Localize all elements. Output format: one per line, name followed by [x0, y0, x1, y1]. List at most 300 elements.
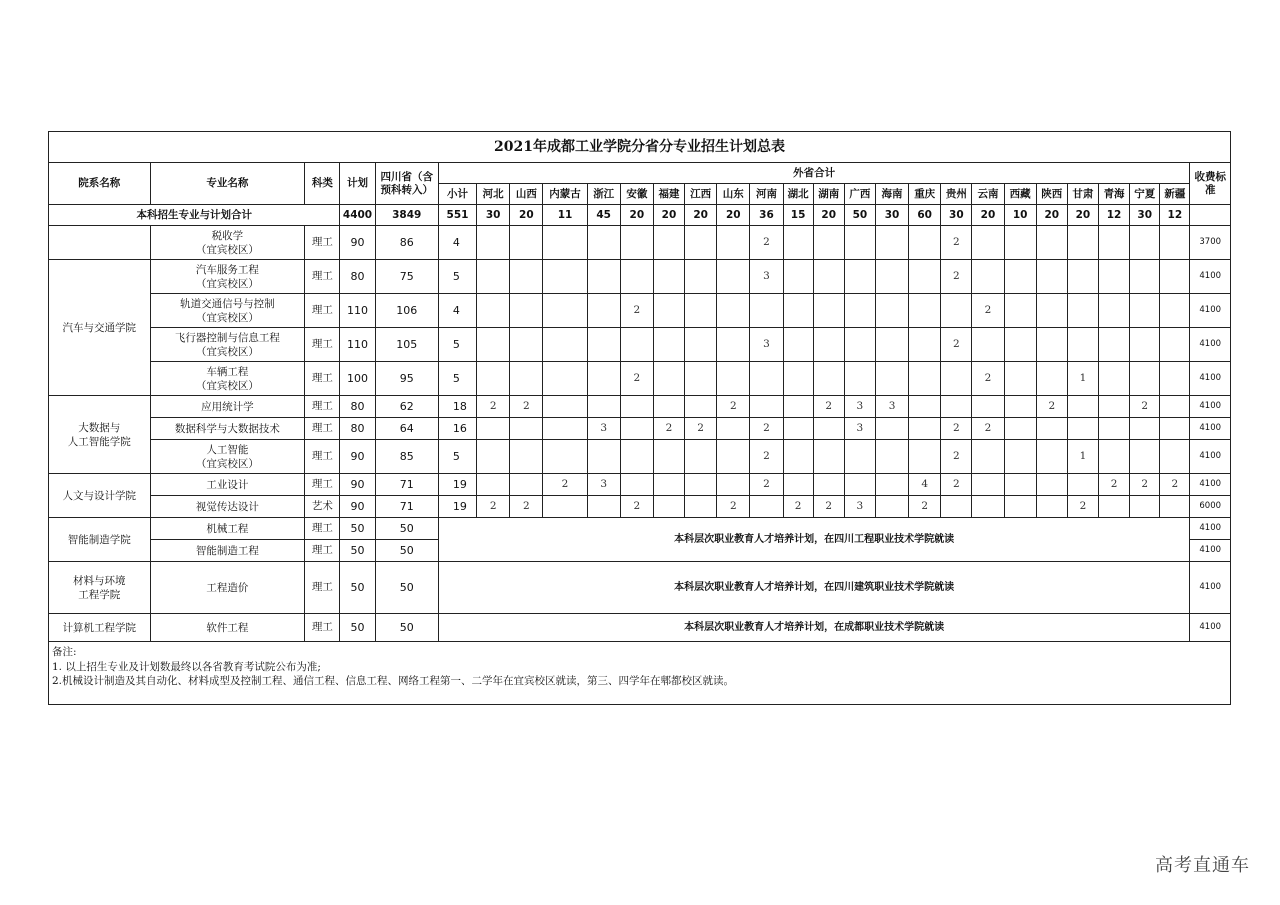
province-cell	[620, 328, 653, 362]
province-cell: 3	[844, 496, 875, 518]
province-cell	[972, 226, 1004, 260]
plan-cell: 90	[340, 440, 375, 474]
province-cell	[653, 226, 684, 260]
province-cell	[685, 496, 717, 518]
province-cell	[1004, 474, 1036, 496]
province-cell	[909, 396, 941, 418]
sichuan-cell: 50	[375, 614, 438, 642]
province-cell	[717, 362, 750, 396]
total-province-value: 20	[813, 205, 844, 226]
province-cell: 3	[844, 396, 875, 418]
province-cell	[510, 294, 543, 328]
watermark: 高考直通车	[1155, 855, 1250, 876]
header-province: 新疆	[1160, 184, 1190, 205]
plan-cell: 110	[340, 328, 375, 362]
province-cell	[620, 226, 653, 260]
vocational-note: 本科层次职业教育人才培养计划，在成都职业技术学院就读	[438, 614, 1190, 642]
header-province: 浙江	[587, 184, 620, 205]
major-name-line: 视觉传达设计	[195, 500, 259, 513]
province-cell	[543, 396, 587, 418]
table-row	[49, 226, 1231, 260]
province-cell: 2	[783, 496, 813, 518]
province-cell	[783, 260, 813, 294]
province-cell	[1067, 396, 1098, 418]
header-province: 河北	[477, 184, 510, 205]
province-cell	[1004, 418, 1036, 440]
major-name-line: 工业设计	[206, 478, 249, 491]
header-category: 科类	[305, 163, 340, 205]
major-name-line: 汽车服务工程	[195, 263, 259, 276]
province-cell	[1099, 294, 1130, 328]
province-cell	[909, 440, 941, 474]
fee-cell: 4100	[1190, 362, 1231, 396]
province-cell	[620, 260, 653, 294]
province-cell	[941, 496, 972, 518]
province-cell	[717, 328, 750, 362]
sichuan-cell: 75	[375, 260, 438, 294]
province-cell	[587, 440, 620, 474]
province-cell	[941, 362, 972, 396]
major-cell	[150, 260, 305, 294]
province-cell	[813, 294, 844, 328]
province-cell	[653, 362, 684, 396]
plan-cell: 90	[340, 496, 375, 518]
plan-cell: 90	[340, 226, 375, 260]
province-cell	[813, 362, 844, 396]
province-cell	[1004, 496, 1036, 518]
province-cell	[750, 496, 783, 518]
plan-cell: 80	[340, 396, 375, 418]
province-cell	[1067, 418, 1098, 440]
province-cell	[844, 328, 875, 362]
plan-sheet	[48, 131, 1231, 705]
dept-name-line: 材料与环境	[73, 574, 126, 587]
total-sichuan: 3849	[375, 205, 438, 226]
province-cell	[1004, 328, 1036, 362]
province-cell	[717, 294, 750, 328]
total-province-value: 15	[783, 205, 813, 226]
header-dept: 院系名称	[49, 163, 151, 205]
province-cell: 2	[750, 440, 783, 474]
total-province-value: 10	[1004, 205, 1036, 226]
plan-cell: 50	[340, 540, 375, 562]
province-cell	[717, 418, 750, 440]
province-cell: 2	[941, 226, 972, 260]
province-cell	[685, 260, 717, 294]
province-cell: 3	[587, 474, 620, 496]
province-cell	[543, 328, 587, 362]
dept-cell	[49, 226, 151, 260]
province-cell	[477, 294, 510, 328]
total-province-value: 11	[543, 205, 587, 226]
total-province-value: 12	[1099, 205, 1130, 226]
header-province: 福建	[653, 184, 684, 205]
province-cell	[813, 226, 844, 260]
sichuan-cell: 86	[375, 226, 438, 260]
province-cell: 2	[477, 396, 510, 418]
subtotal-cell: 19	[438, 496, 476, 518]
major-name-line: （宜宾校区）	[195, 243, 259, 256]
fee-cell: 4100	[1190, 396, 1231, 418]
enrollment-plan-table	[48, 131, 1231, 705]
province-cell	[972, 496, 1004, 518]
table-row	[49, 260, 1231, 294]
header-province: 云南	[972, 184, 1004, 205]
province-cell	[587, 260, 620, 294]
province-cell	[844, 294, 875, 328]
header-province: 西藏	[1004, 184, 1036, 205]
plan-cell: 50	[340, 562, 375, 614]
total-province-value: 20	[510, 205, 543, 226]
province-cell: 3	[844, 418, 875, 440]
category-cell: 理工	[305, 226, 340, 260]
province-cell: 2	[972, 294, 1004, 328]
province-cell	[941, 396, 972, 418]
dept-cell	[49, 518, 151, 562]
province-cell: 1	[1067, 440, 1098, 474]
province-cell: 2	[620, 496, 653, 518]
note-line: 备注:	[52, 646, 77, 658]
total-province-value: 20	[717, 205, 750, 226]
province-cell	[1036, 226, 1067, 260]
province-cell	[1036, 496, 1067, 518]
province-cell	[1036, 328, 1067, 362]
category-cell: 理工	[305, 614, 340, 642]
category-cell: 理工	[305, 294, 340, 328]
major-name-line: 工程造价	[206, 581, 249, 594]
subtotal-cell: 18	[438, 396, 476, 418]
province-cell: 2	[972, 362, 1004, 396]
province-cell	[875, 474, 908, 496]
province-cell	[909, 418, 941, 440]
sichuan-cell: 106	[375, 294, 438, 328]
table-row	[49, 474, 1231, 496]
province-cell	[1099, 496, 1130, 518]
note-line: 1. 以上招生专业及计划数最终以各省教育考试院公布为准;	[52, 660, 321, 673]
category-cell: 艺术	[305, 496, 340, 518]
province-cell: 2	[941, 418, 972, 440]
province-cell: 2	[813, 496, 844, 518]
province-cell	[750, 294, 783, 328]
header-province: 内蒙古	[543, 184, 587, 205]
dept-cell	[49, 260, 151, 396]
province-cell	[685, 362, 717, 396]
province-cell	[1130, 418, 1160, 440]
fee-cell: 4100	[1190, 474, 1231, 496]
province-cell	[783, 418, 813, 440]
table-row	[49, 562, 1231, 614]
province-cell	[477, 362, 510, 396]
major-cell	[150, 614, 305, 642]
province-cell	[510, 418, 543, 440]
province-cell	[477, 418, 510, 440]
province-cell	[813, 440, 844, 474]
province-cell	[653, 294, 684, 328]
province-cell	[510, 362, 543, 396]
province-cell	[1160, 440, 1190, 474]
province-cell: 2	[653, 418, 684, 440]
major-cell	[150, 496, 305, 518]
dept-name: 汽车与交通学院	[62, 321, 136, 334]
table-row	[49, 418, 1231, 440]
table-row	[49, 328, 1231, 362]
province-cell	[1130, 294, 1160, 328]
sichuan-cell: 64	[375, 418, 438, 440]
province-cell	[587, 396, 620, 418]
table-row	[49, 440, 1231, 474]
dept-cell	[49, 396, 151, 474]
province-cell: 2	[750, 418, 783, 440]
province-cell	[653, 496, 684, 518]
fee-cell: 4100	[1190, 418, 1231, 440]
province-cell	[1004, 294, 1036, 328]
table-row	[49, 294, 1231, 328]
province-cell	[750, 396, 783, 418]
header-province: 湖北	[783, 184, 813, 205]
province-cell	[1004, 362, 1036, 396]
header-sichuan-label: 四川省（含预科转入）	[380, 170, 433, 196]
province-cell: 4	[909, 474, 941, 496]
province-cell	[1004, 396, 1036, 418]
province-cell	[1130, 260, 1160, 294]
province-cell: 2	[1160, 474, 1190, 496]
category-cell: 理工	[305, 474, 340, 496]
total-province-value: 20	[972, 205, 1004, 226]
fee-cell: 4100	[1190, 328, 1231, 362]
category-cell: 理工	[305, 540, 340, 562]
dept-name-line: 工程学院	[78, 588, 121, 601]
total-province-value: 30	[941, 205, 972, 226]
subtotal-cell: 4	[438, 294, 476, 328]
province-cell	[587, 294, 620, 328]
province-cell	[1067, 474, 1098, 496]
major-name-line: （宜宾校区）	[195, 457, 259, 470]
province-cell	[1099, 440, 1130, 474]
total-province-value: 30	[477, 205, 510, 226]
major-name-line: 机械工程	[206, 522, 249, 535]
header-province: 青海	[1099, 184, 1130, 205]
province-cell	[653, 440, 684, 474]
sichuan-cell: 62	[375, 396, 438, 418]
province-cell	[909, 294, 941, 328]
header-province: 山西	[510, 184, 543, 205]
dept-name-line: 人工智能学院	[67, 435, 131, 448]
province-cell	[1160, 418, 1190, 440]
total-subtotal: 551	[438, 205, 476, 226]
header-subtotal: 小计	[438, 184, 476, 205]
province-cell	[972, 440, 1004, 474]
fee-cell: 6000	[1190, 496, 1231, 518]
sichuan-cell: 71	[375, 474, 438, 496]
category-cell: 理工	[305, 328, 340, 362]
province-cell	[620, 440, 653, 474]
province-cell: 2	[1130, 474, 1160, 496]
major-name-line: 软件工程	[206, 621, 249, 634]
province-cell: 2	[1130, 396, 1160, 418]
dept-name-line: 大数据与	[78, 421, 121, 434]
province-cell	[783, 362, 813, 396]
province-cell	[1036, 362, 1067, 396]
major-cell	[150, 474, 305, 496]
province-cell	[1160, 362, 1190, 396]
fee-cell: 4100	[1190, 260, 1231, 294]
province-cell	[620, 474, 653, 496]
table-row	[49, 518, 1231, 540]
header-province: 广西	[844, 184, 875, 205]
province-cell: 3	[750, 328, 783, 362]
header-province: 河南	[750, 184, 783, 205]
province-cell: 2	[750, 226, 783, 260]
header-province: 陕西	[1036, 184, 1067, 205]
plan-cell: 100	[340, 362, 375, 396]
header-province: 安徽	[620, 184, 653, 205]
province-cell	[477, 328, 510, 362]
province-cell	[1036, 418, 1067, 440]
province-cell	[941, 294, 972, 328]
province-cell	[510, 440, 543, 474]
province-cell	[875, 294, 908, 328]
province-cell	[1099, 226, 1130, 260]
province-cell	[783, 440, 813, 474]
province-cell	[972, 474, 1004, 496]
dept-cell	[49, 562, 151, 614]
province-cell: 2	[941, 260, 972, 294]
major-name-line: （宜宾校区）	[195, 277, 259, 290]
province-cell	[1004, 440, 1036, 474]
province-cell: 2	[717, 496, 750, 518]
subtotal-cell: 5	[438, 440, 476, 474]
province-cell	[685, 440, 717, 474]
header-province: 江西	[685, 184, 717, 205]
major-cell	[150, 418, 305, 440]
province-cell	[1160, 396, 1190, 418]
province-cell	[813, 260, 844, 294]
province-cell	[717, 440, 750, 474]
province-cell: 2	[620, 294, 653, 328]
plan-cell: 110	[340, 294, 375, 328]
province-cell	[587, 226, 620, 260]
plan-cell: 80	[340, 260, 375, 294]
province-cell	[543, 418, 587, 440]
major-name-line: （宜宾校区）	[195, 379, 259, 392]
major-name-line: 人工智能	[206, 443, 249, 456]
table-row	[49, 614, 1231, 642]
subtotal-cell: 5	[438, 260, 476, 294]
header-plan: 计划	[340, 163, 375, 205]
province-cell: 2	[909, 496, 941, 518]
fee-cell: 4100	[1190, 614, 1231, 642]
header-outer-group: 外省合计	[438, 163, 1190, 184]
province-cell	[477, 260, 510, 294]
major-name-line: 轨道交通信号与控制	[180, 297, 275, 310]
table-row	[49, 362, 1231, 396]
province-cell	[543, 362, 587, 396]
province-cell	[1099, 328, 1130, 362]
province-cell	[783, 226, 813, 260]
province-cell: 2	[685, 418, 717, 440]
province-cell	[783, 294, 813, 328]
province-cell	[875, 496, 908, 518]
note-line: 2.机械设计制造及其自动化、材料成型及控制工程、通信工程、信息工程、网络工程第一、二学年在宜宾校区就读，第三、四学年在郫都校区就读。	[52, 675, 735, 687]
province-cell	[543, 496, 587, 518]
subtotal-cell: 5	[438, 362, 476, 396]
province-cell	[972, 328, 1004, 362]
province-cell	[909, 226, 941, 260]
province-cell	[1067, 226, 1098, 260]
province-cell	[813, 474, 844, 496]
province-cell	[972, 396, 1004, 418]
dept-name: 智能制造学院	[67, 533, 131, 546]
province-cell	[1160, 496, 1190, 518]
province-cell	[510, 328, 543, 362]
vocational-note: 本科层次职业教育人才培养计划，在四川建筑职业技术学院就读	[438, 562, 1190, 614]
table-row	[49, 396, 1231, 418]
province-cell	[717, 260, 750, 294]
plan-cell: 80	[340, 418, 375, 440]
province-cell	[1160, 328, 1190, 362]
province-cell	[1036, 294, 1067, 328]
total-province-value: 12	[1160, 205, 1190, 226]
province-cell	[477, 474, 510, 496]
province-cell	[653, 474, 684, 496]
dept-cell	[49, 614, 151, 642]
province-cell	[1036, 474, 1067, 496]
sichuan-cell: 85	[375, 440, 438, 474]
province-cell	[587, 496, 620, 518]
province-cell	[620, 418, 653, 440]
header-province: 重庆	[909, 184, 941, 205]
province-cell: 2	[1067, 496, 1098, 518]
major-cell	[150, 440, 305, 474]
total-province-value: 60	[909, 205, 941, 226]
major-name-line: 车辆工程	[206, 365, 249, 378]
province-cell	[844, 260, 875, 294]
province-cell	[685, 294, 717, 328]
province-cell	[1130, 496, 1160, 518]
province-cell: 2	[941, 328, 972, 362]
province-cell: 2	[1099, 474, 1130, 496]
province-cell	[813, 328, 844, 362]
province-cell	[1130, 440, 1160, 474]
province-cell	[1004, 226, 1036, 260]
header-province: 甘肃	[1067, 184, 1098, 205]
dept-name: 人文与设计学院	[62, 489, 136, 502]
subtotal-cell: 5	[438, 328, 476, 362]
province-cell	[875, 226, 908, 260]
province-cell	[620, 396, 653, 418]
major-name-line: 数据科学与大数据技术	[174, 422, 280, 435]
sichuan-cell: 105	[375, 328, 438, 362]
total-province-value: 20	[1067, 205, 1098, 226]
sichuan-cell: 50	[375, 540, 438, 562]
header-fee: 收费标准	[1190, 163, 1231, 205]
province-cell	[783, 396, 813, 418]
province-cell: 2	[543, 474, 587, 496]
major-name-line: 智能制造工程	[195, 544, 259, 557]
major-name-line: 飞行器控制与信息工程	[174, 331, 280, 344]
province-cell	[477, 226, 510, 260]
province-cell	[1067, 260, 1098, 294]
table-title: 2021年成都工业学院分省分专业招生计划总表	[49, 132, 1231, 163]
total-province-value: 45	[587, 205, 620, 226]
category-cell: 理工	[305, 260, 340, 294]
header-province: 贵州	[941, 184, 972, 205]
major-cell	[150, 328, 305, 362]
province-cell: 2	[510, 496, 543, 518]
category-cell: 理工	[305, 362, 340, 396]
fee-cell: 3700	[1190, 226, 1231, 260]
province-cell: 1	[1067, 362, 1098, 396]
